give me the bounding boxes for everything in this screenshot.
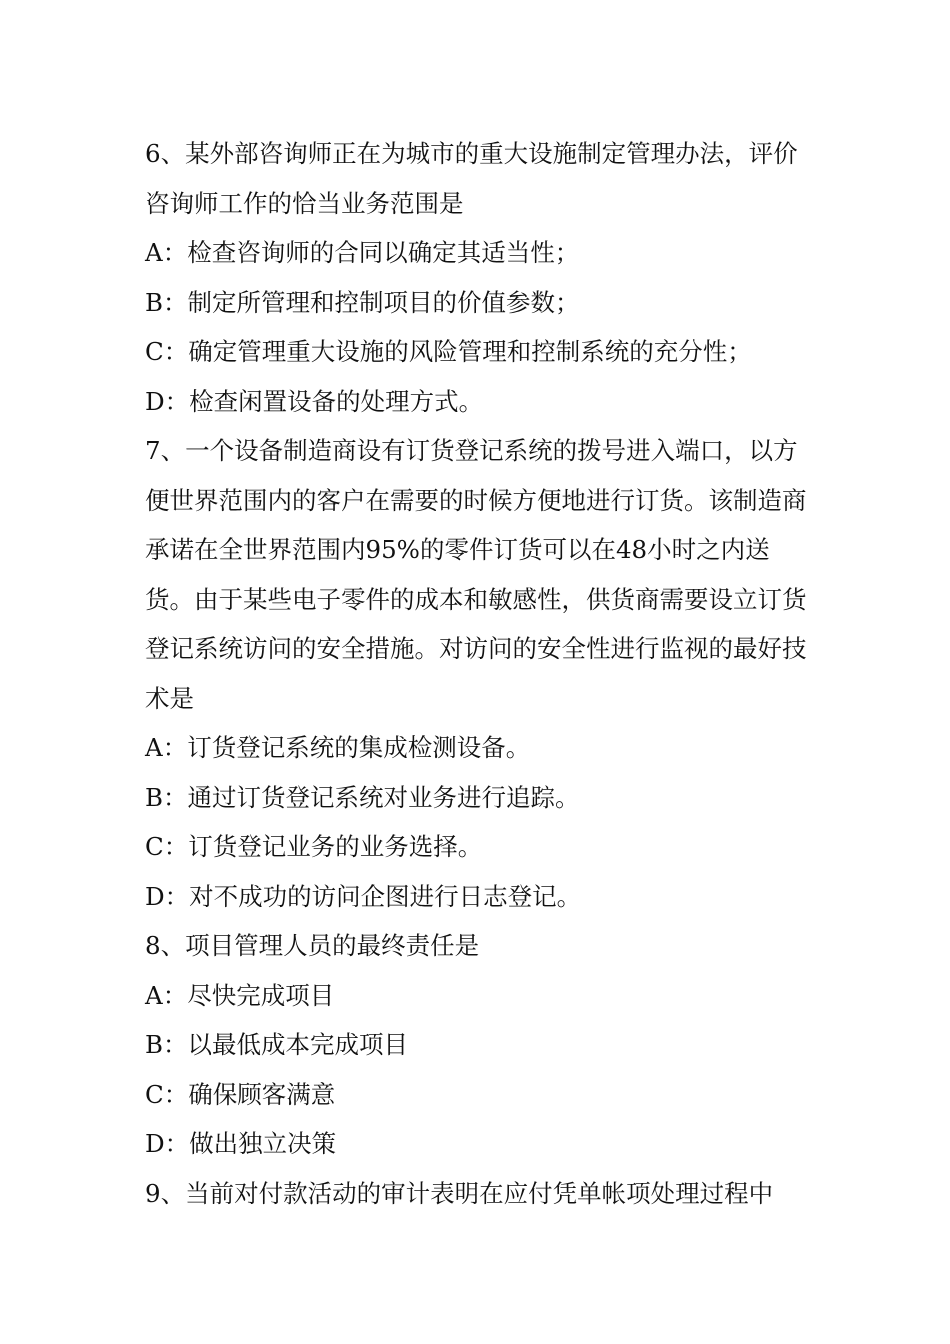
question-8-text: 8、项目管理人员的最终责任是 <box>145 931 480 960</box>
question-6-option-c: C：确定管理重大设施的风险管理和控制系统的充分性； <box>145 337 752 366</box>
question-6-option-b: B：制定所管理和控制项目的价值参数； <box>145 287 580 317</box>
question-7-option-b: B：通过订货登记系统对业务进行追踪。 <box>145 782 580 812</box>
question-6-option-d: D：检查闲置设备的处理方式。 <box>145 386 484 416</box>
question-9-text: 9、当前对付款活动的审计表明在应付凭单帐项处理过程中 <box>145 1178 774 1208</box>
question-6-option-a: A：检查咨询师的合同以确定其适当性； <box>145 238 580 267</box>
question-8-option-d: D：做出独立决策 <box>145 1129 337 1158</box>
question-7-text: 7、一个设备制造商设有订货登记系统的拨号进入端口，以方便世界范围内的客户在需要的时候方便地进行订货。该制造商承诺在全世界范围内95%的零件订货可以在48小时之内送货。由于某些电子零件的成本和敏感性，供货商需要设立订货登记系统访问的安全措施。对访问的安全性进行监视的最好技术是 <box>145 436 807 713</box>
question-7-option-d: D：对不成功的访问企图进行日志登记。 <box>145 881 582 911</box>
question-8-option-a: A：尽快完成项目 <box>145 980 335 1010</box>
document-body <box>145 129 810 1218</box>
question-7-option-c: C：订货登记业务的业务选择。 <box>145 832 483 861</box>
question-7-option-a: A：订货登记系统的集成检测设备。 <box>145 733 531 762</box>
question-8-option-c: C：确保顾客满意 <box>145 1079 336 1109</box>
question-8-option-b: B：以最低成本完成项目 <box>145 1030 409 1059</box>
question-6-text: 6、某外部咨询师正在为城市的重大设施制定管理办法，评价咨询师工作的恰当业务范围是 <box>145 139 798 218</box>
